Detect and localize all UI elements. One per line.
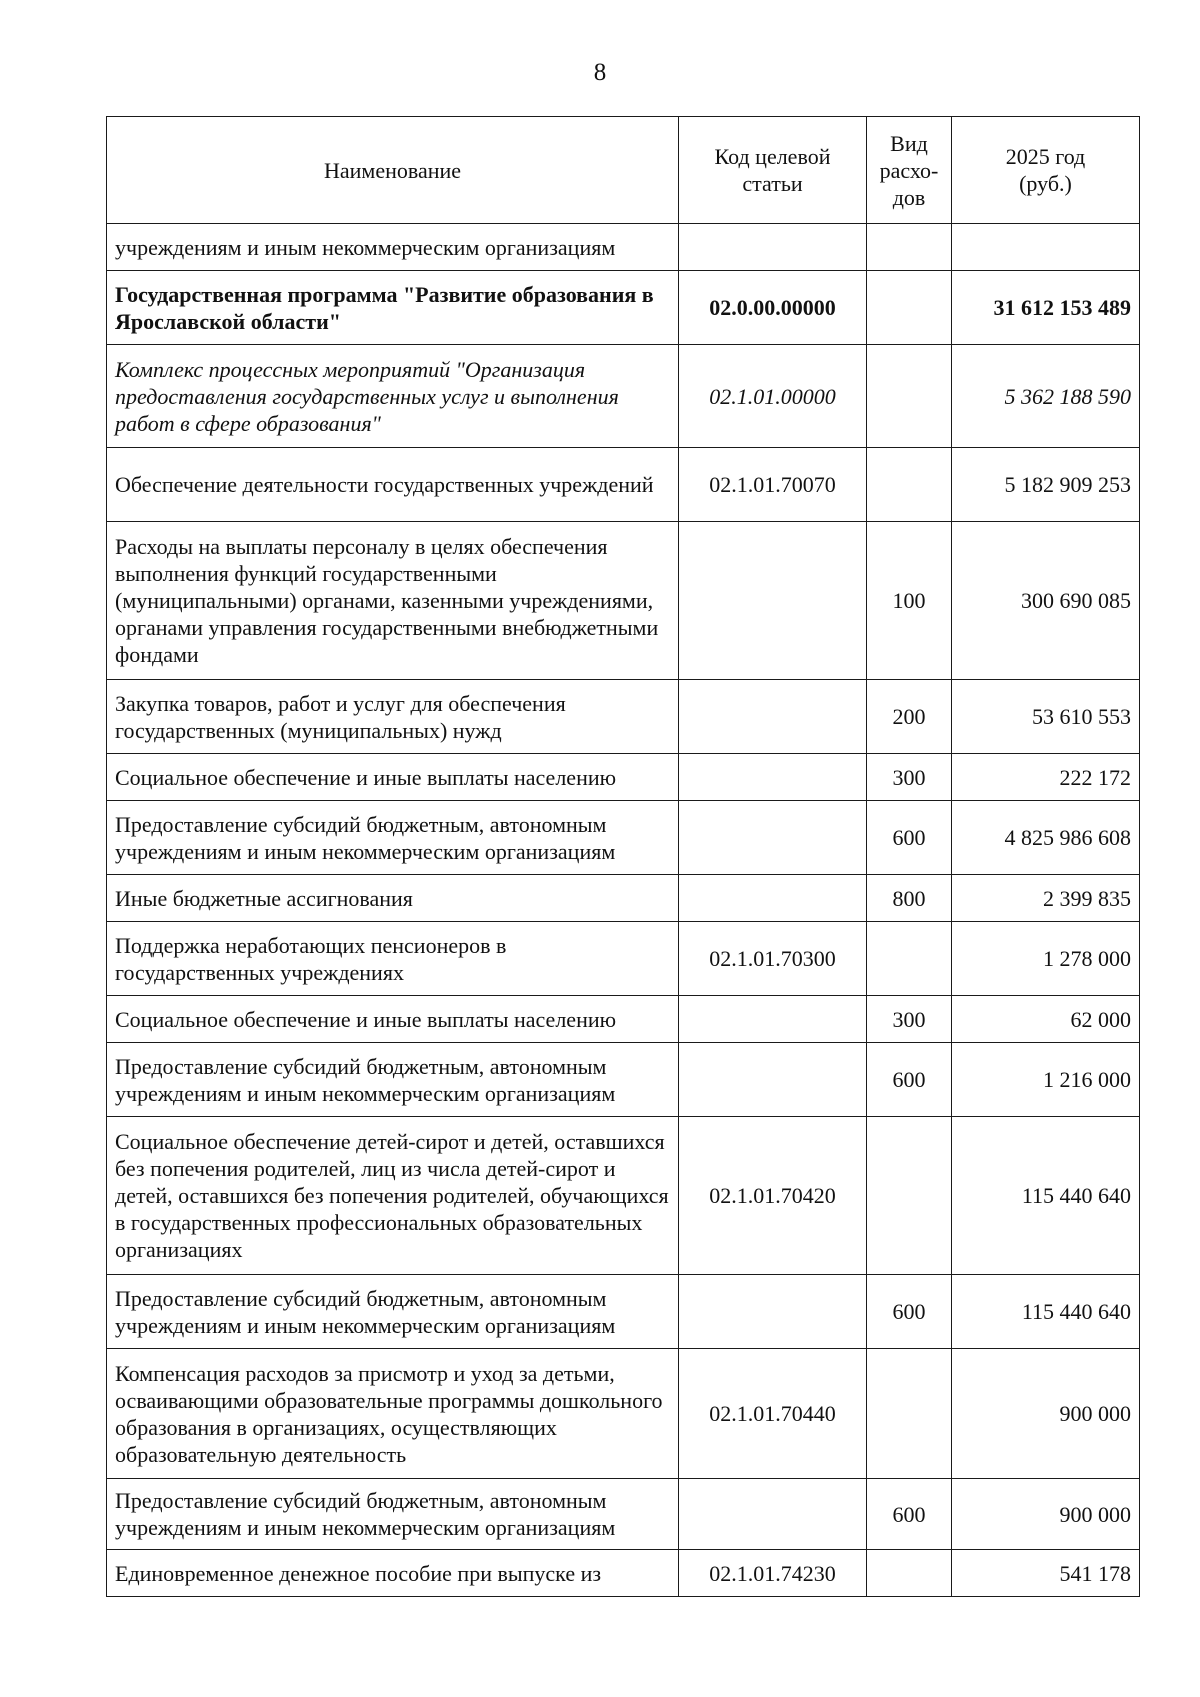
table-row	[107, 1117, 1140, 1275]
header-type: Вид расхо-дов	[867, 117, 952, 224]
row-name: Компенсация расходов за присмотр и уход за детьми, осваивающими образовательные программы дошкольного образования в организациях, осуществляющих образовательную деятельность	[107, 1349, 679, 1479]
table-row	[107, 271, 1140, 345]
table-header-row	[107, 117, 1140, 224]
row-name: Обеспечение деятельности государственных учреждений	[107, 448, 679, 522]
row-code: 02.1.01.00000	[679, 345, 867, 448]
row-code	[679, 1043, 867, 1117]
row-amount	[952, 224, 1140, 271]
table-row	[107, 1043, 1140, 1117]
row-amount: 4 825 986 608	[952, 801, 1140, 875]
row-code	[679, 996, 867, 1043]
row-code	[679, 875, 867, 922]
row-type: 100	[867, 522, 952, 680]
row-code: 02.1.01.74230	[679, 1550, 867, 1597]
row-type	[867, 1117, 952, 1275]
row-type	[867, 345, 952, 448]
page-number: 8	[593, 59, 607, 86]
row-type	[867, 448, 952, 522]
row-amount: 2 399 835	[952, 875, 1140, 922]
table-row	[107, 224, 1140, 271]
row-amount: 5 182 909 253	[952, 448, 1140, 522]
row-name: Поддержка неработающих пенсионеров в государственных учреждениях	[107, 922, 679, 996]
table-row	[107, 922, 1140, 996]
row-type	[867, 922, 952, 996]
row-amount: 1 278 000	[952, 922, 1140, 996]
row-amount: 900 000	[952, 1479, 1140, 1550]
row-code: 02.0.00.00000	[679, 271, 867, 345]
row-type	[867, 1349, 952, 1479]
row-name: Государственная программа "Развитие образования в Ярославской области"	[107, 271, 679, 345]
header-amount: 2025 год (руб.)	[952, 117, 1140, 224]
row-amount: 115 440 640	[952, 1117, 1140, 1275]
table-row	[107, 1550, 1140, 1597]
row-code: 02.1.01.70070	[679, 448, 867, 522]
row-amount: 53 610 553	[952, 680, 1140, 754]
row-amount: 5 362 188 590	[952, 345, 1140, 448]
row-name: учреждениям и иным некоммерческим организациям	[107, 224, 679, 271]
row-name: Иные бюджетные ассигнования	[107, 875, 679, 922]
row-name: Единовременное денежное пособие при выпуске из	[107, 1550, 679, 1597]
row-amount: 115 440 640	[952, 1275, 1140, 1349]
row-code: 02.1.01.70440	[679, 1349, 867, 1479]
row-type	[867, 271, 952, 345]
row-name: Закупка товаров, работ и услуг для обеспечения государственных (муниципальных) нужд	[107, 680, 679, 754]
table-row	[107, 801, 1140, 875]
table-row	[107, 1349, 1140, 1479]
row-type: 600	[867, 801, 952, 875]
row-code	[679, 754, 867, 801]
budget-table	[106, 116, 1140, 1597]
row-code	[679, 1275, 867, 1349]
row-type: 300	[867, 996, 952, 1043]
table-row	[107, 522, 1140, 680]
row-type	[867, 1550, 952, 1597]
row-code	[679, 1479, 867, 1550]
row-code	[679, 801, 867, 875]
row-amount: 1 216 000	[952, 1043, 1140, 1117]
table-row	[107, 1479, 1140, 1550]
row-type	[867, 224, 952, 271]
row-type: 600	[867, 1275, 952, 1349]
table-row	[107, 1275, 1140, 1349]
row-type: 600	[867, 1043, 952, 1117]
row-name: Социальное обеспечение и иные выплаты населению	[107, 996, 679, 1043]
table-row	[107, 875, 1140, 922]
row-amount: 541 178	[952, 1550, 1140, 1597]
row-name: Предоставление субсидий бюджетным, автономным учреждениям и иным некоммерческим организациям	[107, 1275, 679, 1349]
row-name: Предоставление субсидий бюджетным, автономным учреждениям и иным некоммерческим организациям	[107, 801, 679, 875]
header-code: Код целевой статьи	[679, 117, 867, 224]
row-code: 02.1.01.70420	[679, 1117, 867, 1275]
row-code	[679, 522, 867, 680]
row-name: Предоставление субсидий бюджетным, автономным учреждениям и иным некоммерческим организациям	[107, 1479, 679, 1550]
row-name: Комплекс процессных мероприятий "Организация предоставления государственных услуг и выполнения работ в сфере образования"	[107, 345, 679, 448]
row-code	[679, 224, 867, 271]
header-name: Наименование	[107, 117, 679, 224]
row-amount: 31 612 153 489	[952, 271, 1140, 345]
row-type: 200	[867, 680, 952, 754]
row-name: Социальное обеспечение детей-сирот и детей, оставшихся без попечения родителей, лиц из числа детей-сирот и детей, оставшихся без попечения родителей, обучающихся в государственных профессиональных образовательных организациях	[107, 1117, 679, 1275]
row-type: 800	[867, 875, 952, 922]
row-name: Социальное обеспечение и иные выплаты населению	[107, 754, 679, 801]
table-row	[107, 680, 1140, 754]
table-row	[107, 996, 1140, 1043]
table-row	[107, 754, 1140, 801]
row-code: 02.1.01.70300	[679, 922, 867, 996]
row-amount: 62 000	[952, 996, 1140, 1043]
table-row	[107, 448, 1140, 522]
row-amount: 900 000	[952, 1349, 1140, 1479]
row-amount: 300 690 085	[952, 522, 1140, 680]
row-amount: 222 172	[952, 754, 1140, 801]
table-row	[107, 345, 1140, 448]
row-code	[679, 680, 867, 754]
row-type: 300	[867, 754, 952, 801]
row-name: Предоставление субсидий бюджетным, автономным учреждениям и иным некоммерческим организациям	[107, 1043, 679, 1117]
row-type: 600	[867, 1479, 952, 1550]
row-name: Расходы на выплаты персоналу в целях обеспечения выполнения функций государственными (муниципальными) органами, казенными учреждениями, органами управления государственными внебюджетными фондами	[107, 522, 679, 680]
